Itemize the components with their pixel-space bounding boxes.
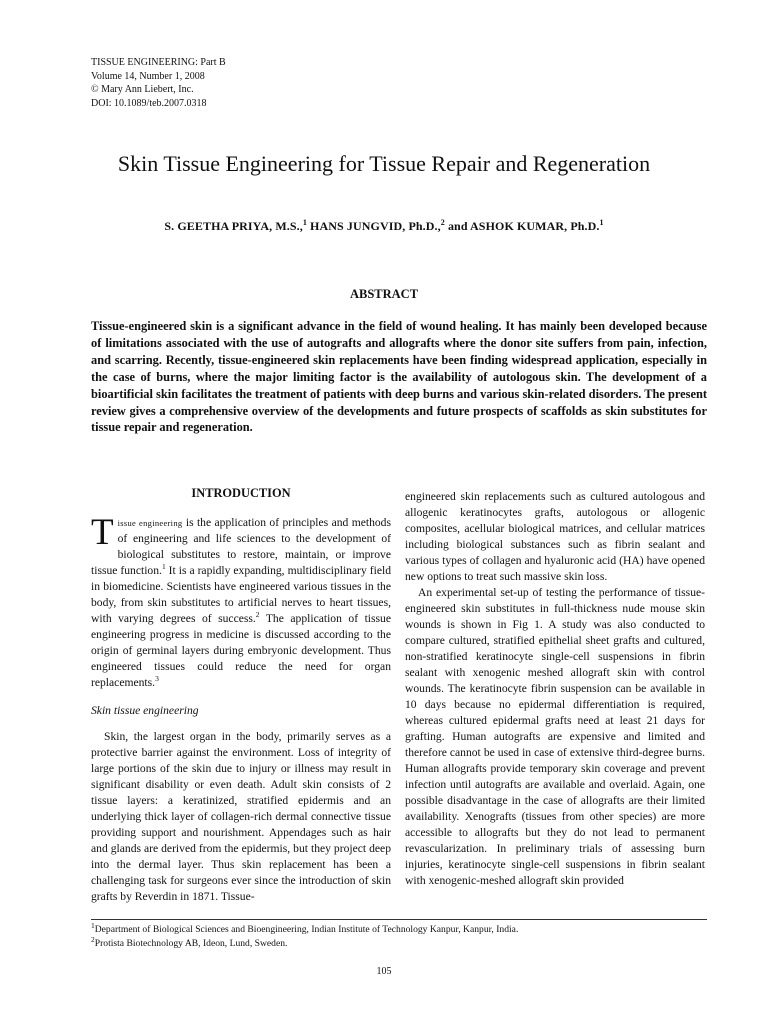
page-number: 105 (376, 966, 392, 977)
author-name: and ASHOK KUMAR, Ph.D. (447, 219, 600, 233)
footnote-mark: 2 (91, 934, 95, 944)
right-column-paragraph: engineered skin replacements such as cultured autologous and allogenic keratinocytes grafts, autologous or allogenic composites, acellular biological matrices, and cellular matrices including biological substances such as fibrin sealant and various types of collagen and hyaluronic acid (HA) have opened new options to treat such massive skin loss. (405, 490, 705, 583)
left-column (91, 485, 391, 905)
citation-mark: 3 (155, 674, 159, 684)
journal-name: TISSUE ENGINEERING: Part B (91, 57, 226, 68)
citation-mark: 1 (161, 562, 166, 572)
introduction-text: It is a rapidly expanding, multidisciplinary field in biomedicine. Scientists have engineered various tissues in the body, from skin substitutes to artificial nerves to heart tissues, with varying degrees of success. (91, 564, 392, 625)
footnote-text: Protista Biotechnology AB, Ideon, Lund, Sweden. (94, 938, 288, 949)
right-column (405, 489, 705, 889)
footnote-mark: 1 (91, 920, 95, 930)
footnote (91, 920, 707, 937)
skin-section-heading: Skin tissue engineering (91, 704, 199, 717)
citation-mark: 2 (255, 610, 260, 620)
abstract-text: Tissue-engineered skin is a significant advance in the field of wound healing. It has mainly been developed because of limitations associated with the use of autografts and allografts where the donor site suffers from pain, infection, and scarring. Recently, tissue-engineered skin replacements have been finding widespread application, especially in the case of burns, where the major limiting factor is the availability of autologous skin. The development of a bioartificial skin facilitates the treatment of patients with deep burns and various skin-related disorders. The present review gives a comprehensive overview of the developments and future prospects of scaffolds as skin substitutes for tissue repair and regeneration. (91, 319, 707, 435)
paper-title: Skin Tissue Engineering for Tissue Repair and Regeneration (117, 151, 651, 176)
author-name: HANS JUNGVID, Ph.D., (310, 219, 441, 233)
skin-section-paragraph: Skin, the largest organ in the body, primarily serves as a protective barrier against the environment. Loss of integrity of large portions of the skin due to injury or illness may result in significant disability or even death. Adult skin consists of 2 tissue layers: a keratinized, stratified epidermis and an underlying thick layer of collagen-rich dermal connective tissue providing support and nourishment. Appendages such as hair and glands are derived from the epidermis, but they project deep into the dermal layer. Thus skin replacement has been a challenging task for surgeons ever since the introduction of skin grafts by Reverdin in 1871. Tissue- (91, 730, 391, 903)
author-affiliation-mark: 1 (302, 218, 307, 227)
author-list (0, 219, 768, 234)
journal-volume: Volume 14, Number 1, 2008 (91, 70, 205, 82)
footnote-divider (91, 919, 707, 920)
small-caps-lead: issue engineering (117, 518, 183, 528)
author-affiliation-mark: 1 (599, 218, 604, 227)
abstract-heading: ABSTRACT (349, 287, 419, 301)
introduction-text: is the application of principles and methods of engineering and life sciences to the development of biological substitutes to restore, maintain, or improve tissue function. (91, 516, 391, 577)
author-name: S. GEETHA PRIYA, M.S., (164, 219, 303, 233)
journal-copyright: © Mary Ann Liebert, Inc. (91, 84, 194, 95)
introduction-text: The application of tissue engineering progress in medicine is discussed according to the origin of germinal layers during embryonic development. Thus engineered tissues could reduce the need for organ replacements. (91, 612, 391, 689)
drop-cap: T (91, 512, 114, 553)
introduction-heading: INTRODUCTION (191, 486, 291, 500)
introduction-paragraph (91, 512, 392, 691)
footnote (91, 934, 707, 951)
journal-doi: DOI: 10.1089/teb.2007.0318 (91, 97, 207, 109)
author-affiliation-mark: 2 (440, 218, 445, 227)
footnotes (91, 920, 707, 951)
journal-info (91, 56, 226, 110)
right-column-paragraph: An experimental set-up of testing the performance of tissue-engineered skin substitutes in full-thickness nude mouse skin wounds is shown in Fig 1. A study was also conducted to compare cultured, stratified epithelial sheet grafts and cultured, non-stratified keratinocyte single-cell suspensions in fibrin sealant with xenogenic meshed allograft skin with control wounds. The keratinocyte fibrin suspension can be available in 10 days because no epidermal differentiation is required, whereas cultured epidermal grafts need at least 21 days for grafting. Human autografts are expensive and limited and therefore cannot be used in case of extensive third-degree burns. Human allografts provide temporary skin coverage and prevent infection until autografts are available and overlaid. Again, one possible disadvantage in the case of allografts are their limited availability. Xenografts (tissues from other species) are more accessible to allografts but they do not lead to permanent revascularization. In preliminary trials of assessing burn injuries, keratinocyte single-cell suspensions in fibrin sealant with xenogenic-meshed allograft skin provided (405, 586, 705, 887)
footnote-text: Department of Biological Sciences and Bioengineering, Indian Institute of Technology Kanpur, Kanpur, India. (94, 924, 519, 935)
